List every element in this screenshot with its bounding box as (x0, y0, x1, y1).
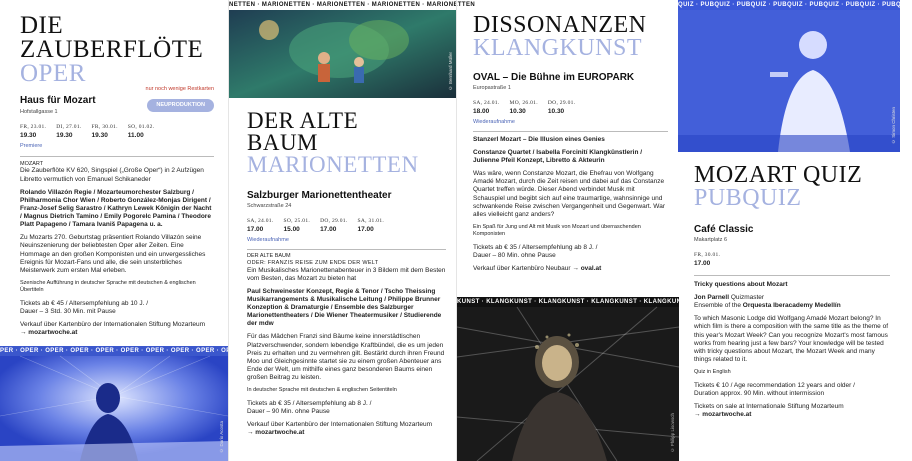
language-note: Quiz in English (694, 369, 731, 376)
tickets: Tickets € 10 / Age recommendation 12 years and older / (694, 381, 855, 389)
photo-credit: © Bernhard Müller (448, 51, 454, 90)
kv-text: Ein Musikalisches Marionettenabenteuer in 3 Bildern mit dem Besten vom Besten, das Mozart zu bieten hat (247, 266, 446, 282)
duration: Dauer – 80 Min. ohne Pause (473, 251, 556, 259)
address: Makartplatz 6 (694, 237, 728, 244)
venue: OVAL – Die Bühne im EUROPARK (473, 71, 635, 83)
website-link[interactable]: → mozartwoche.at (20, 329, 78, 336)
opera-photo (0, 346, 270, 461)
oper-ticker: PER · OPER · OPER · OPER · OPER · OPER · OPER · OPER · OPER · OPER · OPER · (0, 348, 270, 354)
photo-credit: © Dario Acosta (219, 421, 225, 453)
sales: Verkauf über Kartenbüro der Internationalen Stiftung Mozarteum (20, 320, 205, 328)
sales: Tickets on sale at Internationale Stiftung Mozarteum (694, 403, 844, 411)
dates (20, 124, 214, 140)
tickets: Tickets ab € 35 / Altersempfehlung ab 8 J. / (247, 400, 372, 408)
dates (694, 252, 890, 268)
credits: Constanze Quartet / Isabella Forcinití Klangkünstlerin / Julienne Pfeil Konzept, Libretto & Akteurin (473, 148, 643, 165)
subtitle: PUBQUIZ (694, 184, 802, 211)
language-note: In deutscher Sprache mit deutschen & englischen Seitentiteln (247, 387, 397, 394)
date-item: FR, 30.01. 19.30 (91, 123, 118, 139)
title-line2: ZAUBERFLÖTE (20, 35, 204, 63)
date-item: SA, 24.01. 17.00 (247, 217, 274, 233)
website-link[interactable]: → mozartwoche.at (694, 411, 752, 419)
venue: Café Classic (694, 223, 754, 235)
klangkunst-ticker: KUNST · KLANGKUNST · KLANGKUNST · KLANGKUNST · KLANGKUNST · KL (457, 299, 706, 305)
title-line1: DISSONANZEN (473, 12, 647, 38)
photo-credit: © Philipp Lisowsch (670, 413, 676, 453)
language-note: Szenische Aufführung in deutscher Sprache mit deutschen & englischen Übertiteln (20, 279, 196, 293)
photo-credit: © Simon Christen (891, 106, 897, 144)
wiederaufnahme-label: Wiederaufnahme (247, 236, 289, 243)
date-item: DO, 29.01. 10.30 (547, 99, 576, 115)
klangkunst-photo (457, 297, 706, 461)
date-item: SO, 25.01. 15.00 (283, 217, 311, 233)
kv-sub: ODER: FRANZIS REISE ZUM ENDE DER WELT (247, 259, 379, 266)
date-item: FR, 23.01. 19.30 (20, 123, 47, 139)
subtitle: MARIONETTEN (247, 151, 419, 177)
title-line1: MOZART QUIZ (694, 162, 863, 188)
kv-label: MOZART (20, 160, 44, 167)
language-note: Ein Spaß für Jung und Alt mit Musik von Mozart und überraschenden Komponisten (473, 223, 641, 237)
pubquiz-ticker: QUIZ · PUBQUIZ · PUBQUIZ · PUBQUIZ · PUBQUIZ · PUBQUIZ · PUBQUIZ (678, 2, 912, 8)
tickets: Tickets ab € 35 / Altersempfehlung ab 8 J. / (473, 243, 598, 251)
kv-label: Tricky questions about Mozart (694, 280, 788, 288)
sales-line (473, 265, 668, 273)
title-line1: DER ALTE (247, 108, 359, 133)
title-line2: BAUM (247, 129, 319, 155)
venue: Haus für Mozart (20, 95, 96, 107)
date-item: SA, 31.01. 17.00 (357, 217, 385, 233)
title-line1: DIE (20, 12, 64, 39)
date-item: FR, 30.01. 17.00 (694, 251, 721, 267)
duration: Dauer – 90 Min. ohne Pause (247, 408, 330, 416)
subtitle: KLANGKUNST (473, 34, 642, 61)
website-link[interactable]: → oval.at (572, 264, 602, 272)
date-item: SA, 24.01. 18.00 (473, 99, 500, 115)
duration: Duration approx. 90 Min. without intermission (694, 390, 825, 398)
kv-label: DER ALTE BAUM (247, 252, 291, 259)
sales: Verkauf über Kartenbüro der Internationalen Stiftung Mozarteum (247, 421, 432, 429)
dates (473, 100, 668, 116)
neuproduktion-badge: NEUPRODUKTION (147, 99, 214, 112)
column-mozart-quiz (678, 0, 912, 461)
singer-silhouette (0, 356, 228, 461)
description: Zu Mozarts 270. Geburtstag präsentiert Rolando Villazón seine Neuinszenierung der beliebtesten Oper aller Zeiten. Eine Hommage an den großen Komponisten und ein unvergessliches Ereignis für Mozart-Fans und alle, die sein unsterbliches Meisterwerk zum ersten Mal erleben. (20, 234, 206, 274)
date-item: DO, 29.01. 17.00 (320, 217, 348, 233)
premiere-label: Premiere (20, 142, 43, 149)
credits: Paul Schweinester Konzept, Regie & Tenor / Tscho Theissing Musikarrangements & Musikalische Leitung / Philippe Brunner Konzeption & Dramaturgie / Ensemble des Salzburger Marionettentheaters / Die Wiener Theatermusiker / Studierende der mdw (247, 287, 442, 328)
description: Was wäre, wenn Constanze Mozart, die Ehefrau von Wolfgang Amadé Mozart, durch die Zeit reisen und dabei auf das Constanze Quartet treffen würde. Dieser Abend verbindet Musik mit Schauspiel und begibt sich auf eine traumartige, wahnsinnige und schwankende Reise zwischen Vergangenheit und Gegenwart. War alles vielleicht ganz anders? (473, 170, 665, 218)
date-item: DI, 27.01. 19.30 (56, 123, 82, 139)
sales: Verkauf über Kartenbüro Neubaur (473, 264, 571, 272)
address: Schwarzstraße 24 (247, 203, 292, 210)
marionette-photo (229, 0, 476, 98)
quiz-photo (678, 0, 912, 152)
description: To which Masonic Lodge did Wolfgang Amadé Mozart belong? In which film is there a composition with the same title as the theme of this year's Mozart Week? Can you recognize Mozart's most famous works from hearing just a few bars? Your knowledge will be tested with tricky questions about Mozart, the Mozart Week and many things related to it. (694, 315, 889, 363)
column-dissonanzen (456, 0, 706, 461)
column-der-alte-baum (228, 0, 476, 461)
duration: Dauer – 3 Std. 30 Min. mit Pause (20, 307, 116, 315)
marionette-scene (229, 10, 457, 98)
tickets: Tickets ab € 45 / Altersempfehlung ab 10 J. / (20, 299, 149, 307)
restkarten-note: nur noch wenige Restkarten (145, 86, 214, 92)
performer-image (457, 307, 679, 461)
kv-label: Stanzerl Mozart – Die Illusion eines Genies (473, 135, 605, 143)
date-item: SO, 01.02. 11.00 (127, 123, 155, 139)
subtitle: OPER (20, 59, 86, 87)
marionetten-ticker: NETTEN · MARIONETTEN · MARIONETTEN · MARIONETTEN · MARIONETTEN (229, 2, 476, 8)
credits: Jon Parnell Quizmaster Ensemble of the Orquesta Iberacademy Medellín (694, 294, 841, 310)
date-item: MO, 26.01. 10.30 (509, 99, 538, 115)
website-link[interactable]: → mozartwoche.at (247, 429, 305, 437)
wiederaufnahme-label: Wiederaufnahme (473, 118, 515, 125)
dates (247, 218, 446, 234)
venue: Salzburger Marionettentheater (247, 189, 392, 201)
description: Für das Mädchen Franzi sind Bäume keine innerstädtischen Platzverschwender, sondern lebendige Kraftbündel, die es um jeden Preis zu erhalten und zu vermehren gilt. Bestärkt durch ihren Freund Moo und Gleichgesinnte startet sie zu einem großen Abenteuer ans Ende der Welt, um mithilfe eines ganz besonderen Baums einen großen Beitrag zu leisten. (247, 333, 445, 382)
address: Hofstallgasse 1 (20, 108, 58, 115)
kv-text: Die Zauberflöte KV 620, Singspiel („Große Oper“) in 2 Aufzügen Libretto vermutlich von Emanuel Schikaneder (20, 167, 204, 183)
credits: Rolando Villazón Regie / Mozarteumorchester Salzburg / Philharmonia Chor Wien / Roberto González-Monjas Dirigent / Franz-Josef Selig Sarastro / Kathryn Lewek Königin der Nacht / Magnus Dietrich Tamino / Emily Pogorelc Pamina / Theodore Platt Papageno / Tamara Ivaniš Papagena u. a. (20, 188, 212, 229)
address: Europastraße 1 (473, 85, 511, 92)
quizmaster-image (678, 10, 900, 152)
